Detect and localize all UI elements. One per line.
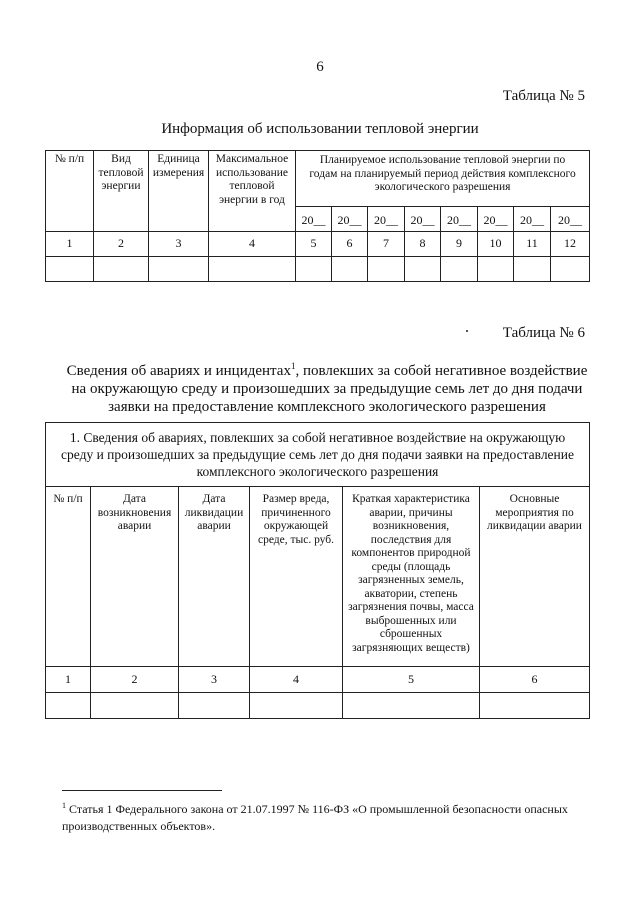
- t5-year: 20__: [296, 207, 332, 232]
- t5-year: 20__: [405, 207, 441, 232]
- t5-colnum: 1: [46, 232, 94, 257]
- t6-colnum: 1: [46, 667, 91, 693]
- footnote-divider: [62, 790, 222, 791]
- t5-colnum: 12: [551, 232, 590, 257]
- t6-header-num: № п/п: [46, 487, 91, 667]
- table6: [45, 422, 590, 719]
- t6-colnum: 2: [91, 667, 179, 693]
- table6-title: [62, 357, 592, 416]
- t5-colnum: 4: [209, 232, 296, 257]
- t5-year: 20__: [441, 207, 478, 232]
- footnote-marker: 1: [62, 801, 66, 810]
- t5-colnum: 7: [368, 232, 405, 257]
- footnote-text: Статья 1 Федерального закона от 21.07.1997 № 116-ФЗ «О промышленной безопасности опасных производственных объектов».: [62, 802, 568, 833]
- t5-colnum: 2: [94, 232, 149, 257]
- table5-title: Информация об использовании тепловой энергии: [161, 121, 479, 137]
- t5-year: 20__: [332, 207, 368, 232]
- table5-label: Таблица № 5: [502, 88, 585, 104]
- table6-title-start: Сведения об авариях и инцидентах: [66, 363, 291, 379]
- t5-colnum: 10: [478, 232, 514, 257]
- t6-header-end-date: Дата ликвидации аварии: [179, 487, 250, 667]
- t5-year: 20__: [368, 207, 405, 232]
- t5-colnum: 11: [514, 232, 551, 257]
- t5-year: 20__: [514, 207, 551, 232]
- t5-colnum: 8: [405, 232, 441, 257]
- table6-title-end: , повлекших за собой негативное воздействие на окружающую среду и произошедших за предыдущие семь лет до дня подачи заявки на предоставление комплексного экологического разрешения: [71, 363, 588, 415]
- footnote-ref: 1: [290, 361, 296, 371]
- t5-year: 20__: [478, 207, 514, 232]
- t6-empty-row: [46, 693, 590, 719]
- t5-header-num: № п/п: [46, 151, 94, 232]
- t5-header-type: Вид тепловой энергии: [94, 151, 149, 232]
- t5-year: 20__: [551, 207, 590, 232]
- stray-dot: [466, 330, 468, 332]
- t5-empty-row: [46, 257, 590, 282]
- table5: [45, 150, 590, 282]
- t5-header-planned: Планируемое использование тепловой энергии по годам на планируемый период действия комплексного экологического разрешения: [296, 151, 590, 207]
- t5-colnum: 3: [149, 232, 209, 257]
- t6-colnum: 4: [250, 667, 343, 693]
- t5-colnum: 9: [441, 232, 478, 257]
- t6-header-description: Краткая характеристика аварии, причины возникновения, последствия для компонентов природной среды (площадь загрязненных земель, акватории, степень загрязнения почвы, масса выброшенных или сброшенных загрязняющих веществ): [343, 487, 480, 667]
- t5-header-unit: Единица измерения: [149, 151, 209, 232]
- t6-header-start-date: Дата возникновения аварии: [91, 487, 179, 667]
- page-number: 6: [316, 59, 324, 75]
- t6-header-measures: Основные мероприятия по ликвидации аварии: [480, 487, 590, 667]
- t6-colnum: 3: [179, 667, 250, 693]
- table6-label: Таблица № 6: [502, 325, 585, 341]
- t5-colnum: 5: [296, 232, 332, 257]
- t6-colnum: 5: [343, 667, 480, 693]
- t5-colnum: 6: [332, 232, 368, 257]
- t6-header-damage: Размер вреда, причиненного окружающей среде, тыс. руб.: [250, 487, 343, 667]
- t6-colnum: 6: [480, 667, 590, 693]
- footnote: [62, 797, 602, 835]
- t6-caption: 1. Сведения об авариях, повлекших за собой негативное воздействие на окружающую среду и произошедших за предыдущие семь лет до дня подачи заявки на предоставление комплексного экологического разрешения: [46, 423, 590, 487]
- t5-header-max: Максимальное использование тепловой энергии в год: [209, 151, 296, 232]
